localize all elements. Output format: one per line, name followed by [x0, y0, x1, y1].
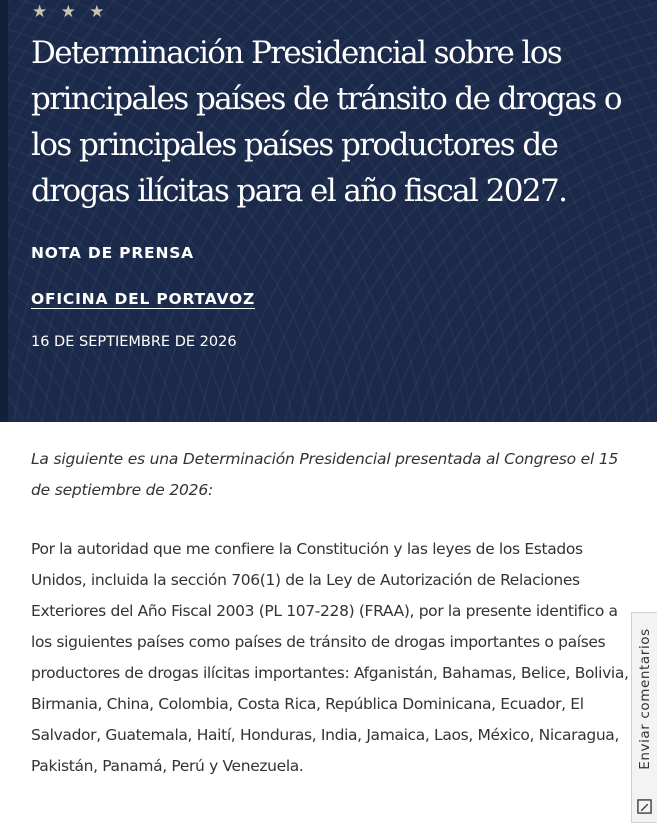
- hero-edge: [0, 0, 8, 422]
- stars-decoration: ★ ★ ★: [32, 2, 109, 22]
- pencil-icon: [637, 799, 652, 814]
- feedback-label: Enviar comentarios: [636, 628, 653, 770]
- page-title: Determinación Presidencial sobre los principales países de tránsito de drogas o los principales países productores de drogas ilícitas para el año fiscal 2027.: [31, 35, 621, 209]
- article-body: [31, 444, 631, 782]
- bureau-link[interactable]: OFICINA DEL PORTAVOZ: [31, 290, 255, 308]
- article-category: NOTA DE PRENSA: [31, 244, 194, 262]
- publish-date: 16 DE SEPTIEMBRE DE 2026: [31, 334, 237, 350]
- feedback-tab[interactable]: [631, 612, 657, 823]
- article-paragraph: Por la autoridad que me confiere la Constitución y las leyes de los Estados Unidos, incluida la sección 706(1) de la Ley de Autorización de Relaciones Exteriores del Año Fiscal 2003 (PL 107-228) (FRAA), por la presente identifico a los siguientes países como países de tránsito de drogas importantes o países productores de drogas ilícitas importantes: Afganistán, Bahamas, Belice, Bolivia, Birmania, China, Colombia, Costa Rica, República Dominicana, Ecuador, El Salvador, Guatemala, Haití, Honduras, India, Jamaica, Laos, México, Nicaragua, Pakistán, Panamá, Perú y Venezuela.: [31, 540, 629, 775]
- article-intro: La siguiente es una Determinación Presidencial presentada al Congreso el 15 de septiembre de 2026:: [31, 450, 619, 499]
